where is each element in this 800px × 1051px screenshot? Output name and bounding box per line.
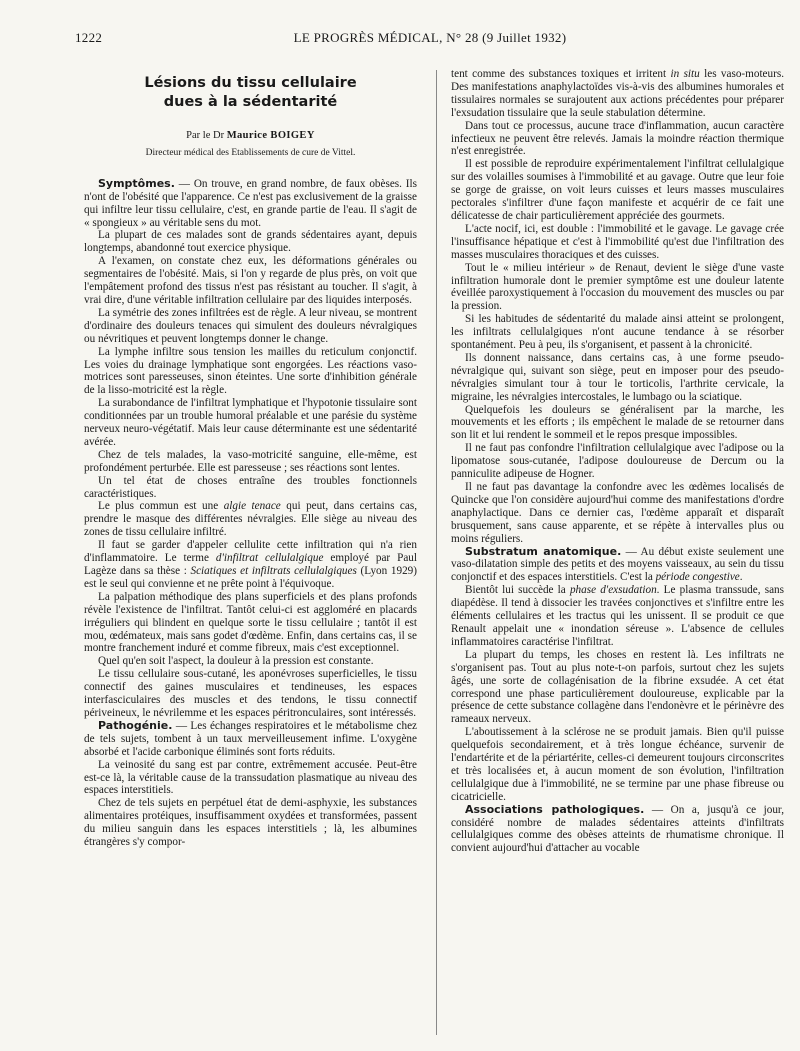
- section-heading-pathogenie: Pathogénie.: [98, 718, 173, 732]
- italic-term: phase d'exsudation: [569, 584, 657, 597]
- paragraph-text: Il faut se garder d'appeler cellulite cette infiltration qui n'a rien d'inflammatoire. Le terme: [84, 539, 417, 565]
- paragraph: A l'examen, on constate chez eux, les déformations générales ou segmentaires de l'obésité. Mais, si l'on y regarde de plus près, on voit que l'empâtement profond des tissus n'est pas résistant au toucher. Il s'agit, à vrai dire, d'une véritable infiltration cellulaire par des liquides interposés.: [84, 255, 417, 306]
- paragraph: Dans tout ce processus, aucune trace d'inflammation, aucun caractère infectieux ne peuvent être relevés. Jamais la moindre réaction thermique n'est enregistrée.: [451, 119, 784, 158]
- paragraph-text: Bientôt lui succède la: [465, 584, 570, 597]
- paragraph: La veinosité du sang est par contre, extrêmement accusée. Peut-être est-ce là, la véritable cause de la transsudation plasmatique au niveau des espaces interstitiels.: [84, 758, 417, 797]
- paragraph: La palpation méthodique des plans superficiels et des plans profonds révèle l'existence de l'infiltrat. Tantôt celui-ci est aggloméré en placards irréguliers qui blindent en quelque sorte le tissu cellulaire ; tantôt il est mou, œdémateux, mais sans godet d'œdème. Enfin, dans certains cas, il se montre franchement induré et comme fibreux, mais c'est exceptionnel.: [84, 590, 417, 655]
- paragraph: Il ne faut pas davantage la confondre avec les œdèmes localisés de Quincke que l'on considère aujourd'hui comme des manifestations d'ordre anaphylactique. Dans ce dernier cas, l'œdème apparaît et disparaît brusquement, sans cause apparente, et se répète à intervalles plus ou moins réguliers.: [451, 481, 784, 545]
- paragraph: Si les habitudes de sédentarité du malade ainsi atteint se prolongent, les infiltrats cellulalgiques n'ont aucune tendance à se résorber spontanément. Peu à peu, ils s'organisent, et passent à la chronicité.: [451, 313, 784, 352]
- paragraph-text: .: [739, 571, 743, 584]
- paragraph: [451, 68, 784, 120]
- paragraph-text: — Les échanges respiratoires et le métabolisme chez de tels sujets, tombent à un taux merveilleusement infime. L'oxygène absorbé et l'acide carbonique éliminés sont forts réduits.: [84, 719, 417, 758]
- column-divider: [436, 70, 437, 1035]
- paragraph-text: les vaso-moteurs. Des manifestations anaphylactoïdes vis-à-vis des albumines humorales et tissulaires normales se surajoutent aux actions précédentes pour préparer l'exsudation tissulaire que la seule stabulation détermine.: [451, 68, 784, 119]
- paragraph: Chez de tels sujets en perpétuel état de demi-asphyxie, les substances alimentaires protéiques, insuffisamment oxydées et transformées, passent du milieu sanguin dans les espaces interstitiels ; là, les albumines étrangères s'y compor-: [84, 797, 417, 849]
- paragraph: [451, 546, 784, 585]
- title-line-2: dues à la sédentarité: [163, 94, 338, 110]
- paragraph-text: — On a, jusqu'à ce jour, considéré nombre de malades sédentaires atteints d'infiltrats cellulalgiques comme des obèses atteints de rhumatisme chronique. Il convient aujourd'hui d'attacher au vocable: [451, 803, 784, 855]
- paragraph: Tout le « milieu intérieur » de Renaut, devient le siège d'une vaste infiltration humorale dont le premier symptôme est une douleur latente éveillée paroxystiquement à l'occasion du mouvement des muscles ou par la pression.: [451, 261, 784, 313]
- paragraph: [84, 178, 417, 230]
- italic-term: d'infiltrat cellulalgique: [215, 552, 324, 565]
- paragraph: Il ne faut pas confondre l'infiltration cellulalgique avec l'adipose ou la lipomatose sous-cutanée, l'adipose douloureuse de Dercum ou la panniculite adipeuse de Hogner.: [451, 442, 784, 481]
- paragraph: [84, 539, 417, 591]
- byline: [84, 130, 417, 143]
- article-title: [84, 74, 417, 112]
- italic-term: algie tenace: [223, 500, 281, 513]
- paragraph-text: — On trouve, en grand nombre, de faux obèses. Ils n'ont de l'obésité que l'apparence. Ce n'est pas exclusivement de la graisse qui infiltre leur tissu cellulaire, c'est, en grande partie de l'eau. Il s'agit de « spongieux » au véritable sens du mot.: [84, 177, 417, 229]
- paragraph: [84, 500, 417, 539]
- byline-prefix: Par le Dr: [186, 130, 225, 141]
- paragraph-text: qui peut, dans certains cas, prendre le masque des différentes névralgies. Elle siège au niveau des zones de tissu cellulaire infiltré.: [84, 500, 417, 539]
- paragraph-text: — Au début existe seulement une vaso-dilatation simple des petits et des moyens vaisseaux, au sein du tissu conjonctif et des espaces interstitiels. C'est la: [451, 545, 784, 584]
- italic-term: in situ: [670, 68, 700, 80]
- section-heading-associations: Associations pathologiques.: [465, 802, 645, 816]
- section-heading-symptomes: Symptômes.: [98, 176, 175, 190]
- section-heading-substratum: Substratum anatomique.: [465, 544, 622, 558]
- right-column: [451, 68, 784, 1040]
- paragraph: Chez de tels malades, la vaso-motricité sanguine, elle-même, est profondément perturbée. Elle est paresseuse ; ses réactions sont lentes.: [84, 448, 417, 474]
- paragraph: La plupart du temps, les choses en restent là. Les infiltrats ne s'organisent pas. Tout au plus note-t-on parfois, surtout chez les sujets âgés, une sorte de collagénisation de la fibrine exsudée. A cet état correspond une phase particulièrement douloureuse, explicable par la présence de cette substance collagène dans l'endonèvre et le périnèvre des rameaux nerveux.: [451, 648, 784, 726]
- paragraph-text: Le plus commun est une: [98, 500, 224, 513]
- paragraph: L'aboutissement à la sclérose ne se produit jamais. Bien qu'il puisse quelquefois secondairement, et à très longue échéance, survenir de l'endartérite et de la périartérite, celles-ci demeurent toujours circonscrites et très localisées et, à aucun moment de son évolution, l'infiltration cellulalgique due à l'immobilité, ne se termine par une phase fibreuse ou cicatricielle.: [451, 726, 784, 803]
- paragraph-text: tent comme des substances toxiques et irritent: [451, 68, 671, 80]
- paragraph: Quelquefois les douleurs se généralisent par la marche, les mouvements et les efforts ; ils empêchent le malade de se retourner dans son lit et lui rendent le sommeil et le repos presque impossibles.: [451, 403, 784, 442]
- paragraph: Il est possible de reproduire expérimentalement l'infiltrat cellulalgique sur des volailles soumises à l'immobilité et au gavage. Outre que leur foie se gorge de graisse, on voit leurs cuisses et leurs masses musculaires pectorales s'infiltrer d'une façon manifeste et acquérir de ce fait une délicatesse de chair particulièrement appréciée des gourmets.: [451, 158, 784, 222]
- left-column: [84, 68, 417, 1040]
- paragraph: [84, 720, 417, 759]
- italic-term: période congestive: [655, 571, 740, 584]
- journal-title: LE PROGRÈS MÉDICAL, N° 28 (9 Juillet 1932): [293, 30, 567, 45]
- paragraph: Ils donnent naissance, dans certains cas, à une forme pseudo-névralgique qui, suivant son siège, peut en imposer pour des pseudo-névralgies simulant tour à tour le torticolis, l'arthrite cervicale, la migraine, les névralgies intercostales, le lumbago ou la sciatique.: [451, 351, 784, 403]
- paragraph: La surabondance de l'infiltrat lymphatique et l'hypotonie tissulaire sont conditionnées par un trouble humoral préalable et une parésie du système nerveux neuro-végétatif. Mais leur cause déterminante est une sédentarité avérée.: [84, 397, 417, 448]
- paragraph: [451, 804, 784, 856]
- paragraph-text: employé par Paul Lagèze dans sa thèse :: [84, 552, 417, 577]
- paragraph: Le tissu cellulaire sous-cutané, les aponévroses superficielles, le tissu connectif des gaines musculaires et tendineuses, les espaces interfasciculaires des muscles et des tendons, le tissu connectif périveineux, le névrilemme et les espaces péritronculaires, sont intéressés.: [84, 668, 417, 719]
- running-header: [75, 30, 785, 52]
- paragraph-text: . Le plasma transsude, sans diapédèse. Il tend à dissocier les travées conjonctives et s'infiltre entre les éléments cellulaires et les tractus qui les unissent. Il se produit ce que Renault appelait une « inondation séreuse ». L'absence de cellules inflammatoires caractérise l'infiltrat.: [451, 584, 784, 648]
- paragraph: [451, 584, 784, 649]
- paragraph: La symétrie des zones infiltrées est de règle. A leur niveau, se montrent d'ordinaire des douleurs tenaces qui simulent des douleurs névralgiques ou névritiques et peuvent longtemps donner le change.: [84, 306, 417, 345]
- paragraph: Un tel état de choses entraîne des troubles fonctionnels caractéristiques.: [84, 474, 417, 500]
- paragraph: L'acte nocif, ici, est double : l'immobilité et le gavage. Le gavage crée l'insuffisance hépatique et c'est à l'immobilité qu'est due l'infiltration des masses musculaires thoraciques et des cuisses.: [451, 222, 784, 261]
- paragraph: La plupart de ces malades sont de grands sédentaires ayant, depuis longtemps, abandonné tout exercice physique.: [84, 229, 417, 255]
- title-line-1: Lésions du tissu cellulaire: [144, 75, 357, 91]
- paragraph: La lymphe infiltre sous tension les mailles du reticulum conjonctif. Les voies du drainage lymphatique sont engorgées. Les réactions vaso-motrices sont paresseuses, sinon éteintes. Une sorte d'inhibition générale de la lisso-motricité est la règle.: [84, 345, 417, 397]
- thesis-title: Sciatiques et infiltrats cellulalgiques: [190, 565, 357, 577]
- page-number: 1222: [75, 30, 103, 45]
- author-affiliation: Directeur médical des Etablissements de cure de Vittel.: [145, 147, 356, 158]
- author-name: Maurice BOIGEY: [226, 130, 315, 141]
- paragraph-text: (Lyon 1929) est le seul qui convienne et ne prête point à l'équivoque.: [84, 565, 417, 590]
- paragraph: Quel qu'en soit l'aspect, la douleur à la pression est constante.: [98, 655, 374, 668]
